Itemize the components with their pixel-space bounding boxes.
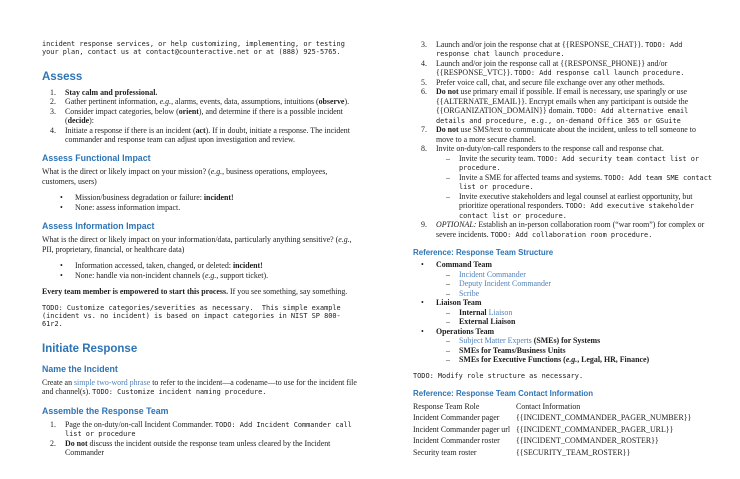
list-item-text: Do not use primary email if possible. If email is necessary, use sparingly or use {{ALTERNATE_EMAIL}}. Encrypt emails when any participant is outside the {{ORGANIZATION_DOMAIN}} domain. TODO: Add alternative email details and procedure, e.g., on-demand Office 365 or GSuite [436,87,689,125]
list-number: 2. [50,97,56,107]
sub-list-item-text [459,279,715,288]
assess-steps-list [42,88,357,145]
empowered-paragraph: Every team member is empowered to start this process. If you see something, say something. [42,287,348,297]
text-run: act [195,125,206,135]
table-cell: Incident Commander roster [413,436,500,446]
list-number: 6. [421,87,427,97]
text-run: Operations Team [436,326,495,336]
sub-list-item-text: Invite a SME for affected teams and systems. TODO: Add team SME contact list or procedure. [459,172,713,192]
list-number: 3. [421,40,427,49]
list-item-text: Consider impact categories, below (orient), and determine if there is a possible incident (decide): [65,106,343,126]
list-item-text [436,260,715,269]
list-item-text: Page the on-duty/on-call Incident Commander. TODO: Add Incident Commander call list or procedure [65,419,352,439]
link[interactable]: Deputy Incident Commander [459,279,552,289]
dash-icon: – [446,191,450,201]
team-structure-list [413,260,715,364]
sub-list-item-text [459,355,715,364]
text-run: TODO: Add executive stakeholder contact list or procedure. [459,202,695,220]
list-item [42,97,357,106]
code-line: TODO: Customize categories/severities as necessary. This simple example [42,303,341,312]
table-header-cell: Response Team Role [413,401,480,411]
name-incident-paragraph: Create an simple two-word phrase to refer to the incident—a codename—to use for the incident file and channel(s). TODO: Customize incident naming procedure. [42,377,357,397]
heading-reference-team-structure: Reference: Response Team Structure [413,248,554,258]
list-item-text [436,327,715,336]
list-item [413,260,715,269]
sub-list-item-text [459,346,715,355]
link[interactable]: simple two-word phrase [73,377,151,387]
table-header-cell: Contact Information [516,401,581,411]
text-run: incident! [203,193,234,203]
list-item [42,271,357,280]
sub-list-item [413,270,715,279]
list-item-text: Do not use SMS/text to communicate about the incident, unless to tell someone to move to a more secure channel. [436,125,696,144]
contact-table [413,401,715,458]
table-row [413,424,715,435]
table-header-row [413,401,715,412]
list-item [42,193,357,202]
text-run: Do not [65,438,88,448]
bullet-icon: • [421,326,424,336]
link[interactable]: Subject Matter Experts [459,336,532,346]
text-run: observe [318,97,345,107]
sub-list-item-text [459,270,715,279]
list-item-text: Launch and/or join the response call at {{RESPONSE_PHONE}} and/or {{RESPONSE_VTC}}. TODO: Add response call launch procedure. [436,58,685,78]
dash-icon: – [446,336,450,346]
text-run: e.g. [210,167,223,177]
link[interactable]: Liaison [488,307,513,317]
table-row [413,447,715,458]
list-item [413,144,715,153]
list-item-text: Information accessed, taken, changed, or deleted: incident! [75,261,263,271]
table-cell: {{SECURITY_TEAM_ROSTER}} [516,447,631,457]
text-run: Every team member is empowered to start this process. [42,287,229,297]
list-item [413,220,715,239]
dash-icon: – [446,153,450,163]
text-run: Do not [436,125,459,135]
sub-list-item-text [459,289,715,298]
list-number: 2. [50,438,56,448]
list-item [413,327,715,336]
functional-impact-list [42,193,357,212]
list-item-text: Launch and/or join the response chat at {{RESPONSE_CHAT}}. TODO: Add response chat launch procedure. [436,40,683,59]
sub-list-item [413,317,715,326]
information-impact-list [42,261,357,280]
table-cell: {{INCIDENT_COMMANDER_PAGER_NUMBER}} [516,413,692,423]
sub-list-item [413,289,715,298]
list-number: 4. [50,125,56,135]
text-run: Stay calm and professional. [65,87,158,97]
list-item-text: Prefer voice call, chat, and secure file exchange over any other methods. [436,77,665,87]
sub-list-item [413,308,715,317]
list-item-text: Gather pertinent information, e.g., alarms, events, data, assumptions, intuitions (observe). [65,97,350,107]
heading-name-the-incident: Name the Incident [42,363,118,374]
text-run: TODO: Add Incident Commander call list or procedure [65,420,352,439]
list-item-text: Do not discuss the incident outside the response team unless cleared by the Incident Commander [65,438,331,458]
list-item [413,40,715,59]
list-number: 8. [421,144,427,154]
bullet-icon: • [421,260,424,270]
functional-impact-paragraph: What is the direct or likely impact on your mission? (e.g., business operations, employees, customers, users) [42,167,328,186]
todo-categories-code [42,304,357,329]
bullet-icon: • [60,193,63,203]
bullet-icon: • [60,270,63,280]
text-run: e.g. [204,270,217,280]
list-item [413,78,715,87]
text-run: incident! [232,261,263,271]
sub-list-item-text: Invite the security team. TODO: Add security team contact list or procedure. [459,153,700,173]
text-run: e.g. [565,355,578,365]
list-item-text: None: handle via non-incident channels (e.g., support ticket). [75,270,269,280]
document-page-left [42,40,357,465]
intro-code [42,40,357,57]
text-run: OPTIONAL: [436,220,477,230]
link[interactable]: Incident Commander [459,269,526,279]
heading-reference-contact-info: Reference: Response Team Contact Information [413,388,594,398]
text-run: TODO: Add response chat launch procedure. [436,41,683,59]
dash-icon: – [446,288,450,298]
table-cell: {{INCIDENT_COMMANDER_PAGER_URL}} [516,424,674,434]
list-number: 9. [421,220,427,230]
code-line: TODO: Modify role structure as necessary. [413,371,584,380]
information-impact-paragraph: What is the direct or likely impact on your information/data, particularly anything sensitive? (e.g., PII, proprietary, financial, or healthcare data) [42,235,352,254]
dash-icon: – [446,317,450,327]
list-item-text: Invite on-duty/on-call responders to the response call and response chat. [436,144,664,154]
text-run: TODO: Add security team contact list or procedure. [459,154,700,173]
sub-list-item-text [459,317,715,326]
response-steps-list [413,40,715,239]
text-run: Do not [436,87,459,97]
list-item-text: OPTIONAL: Establish an in-person collaboration room (“war room”) for complex or severe incidents. TODO: Add collaboration room procedure. [436,220,705,239]
text-run: Command Team [436,260,492,270]
list-item [42,261,357,270]
document-page-right [413,40,715,458]
heading-initiate-response: Initiate Response [42,342,138,355]
list-item-text: None: assess information impact. [75,202,181,212]
table-cell: Incident Commander pager [413,413,500,423]
code-line: your plan, contact us at contact@counteractive.net or at (888) 925-5765. [42,48,341,57]
table-row [413,435,715,446]
list-item-text [436,298,715,307]
heading-assemble-response-team: Assemble the Response Team [42,405,169,416]
dash-icon: – [446,172,450,182]
sub-list-item [413,279,715,288]
list-item [413,87,715,125]
bullet-icon: • [421,298,424,308]
text-run: e.g. [159,97,172,107]
text-run: orient [178,106,199,116]
text-run: SMEs for Teams/Business Units [459,345,566,355]
sub-list-item [413,154,715,173]
text-run: TODO: Add team SME contact list or procedure. [459,173,713,192]
table-cell: Incident Commander pager url [413,424,511,434]
table-cell: Security team roster [413,447,477,457]
sub-list-item [413,346,715,355]
list-item [42,203,357,212]
code-line: (incident vs. no incident) is based on impact categories in NIST SP 800-61r2. [42,312,341,329]
dash-icon: – [446,279,450,289]
list-item [42,420,357,439]
heading-assess: Assess [42,70,83,83]
list-item-text: Mission/business degradation or failure: incident! [75,193,234,203]
list-number: 7. [421,125,427,135]
list-item-text [65,88,357,97]
text-run: External Liaison [459,317,516,327]
code-line: incident response services, or help customizing, implementing, or testing [42,40,345,48]
sub-list-item [413,173,715,192]
text-run: TODO: Customize incident naming procedure. [92,388,267,397]
text-run: Internal [459,307,489,317]
list-number: 4. [421,58,427,68]
link[interactable]: Scribe [459,288,480,298]
sub-list-item-text [459,336,715,345]
bullet-icon: • [60,261,63,271]
sub-list-item-text: Invite executive stakeholders and legal counsel at earliest opportunity, but prioritize operational responders. TODO: Add executive stakeholder contact list or procedure. [459,191,695,220]
text-run: SMEs for Executive Functions ( [459,355,566,365]
dash-icon: – [446,269,450,279]
heading-assess-functional-impact: Assess Functional Impact [42,153,151,164]
table-cell: {{INCIDENT_COMMANDER_ROSTER}} [516,436,659,446]
text-run: TODO: Add alternative email details and procedure, e.g., on-demand Office 365 or GSuite [436,107,689,125]
text-run: TODO: Add collaboration room procedure. [490,230,653,239]
sub-list-item [413,336,715,345]
list-item [413,125,715,144]
list-number: 3. [50,106,56,116]
list-number: 5. [421,77,427,87]
sub-list-item [413,355,715,364]
sub-list-item [413,192,715,220]
list-number: 1. [50,87,56,97]
list-item [413,59,715,78]
text-run: , Legal, HR, Finance) [577,355,650,365]
todo-roles-code [413,372,715,380]
sub-list-item-text [459,308,715,317]
text-run: Liaison Team [436,298,482,308]
dash-icon: – [446,355,450,365]
list-number: 1. [50,419,56,429]
heading-assess-information-impact: Assess Information Impact [42,221,155,232]
list-item [42,88,357,97]
bullet-icon: • [60,202,63,212]
text-run: e.g. [338,235,350,245]
list-item [42,107,357,126]
list-item [42,439,357,458]
dash-icon: – [446,307,450,317]
text-run: TODO: Add response call launch procedure. [514,69,685,78]
table-row [413,412,715,423]
list-item-text: Initiate a response if there is an incident (act). If in doubt, initiate a response. The incident commander and response team can adjust upon investigation and review. [65,125,350,144]
text-run: decide [67,116,90,126]
list-item [42,126,357,145]
text-run: (SMEs) for Systems [531,336,601,346]
list-item [413,298,715,307]
assemble-steps-list [42,420,357,458]
dash-icon: – [446,345,450,355]
